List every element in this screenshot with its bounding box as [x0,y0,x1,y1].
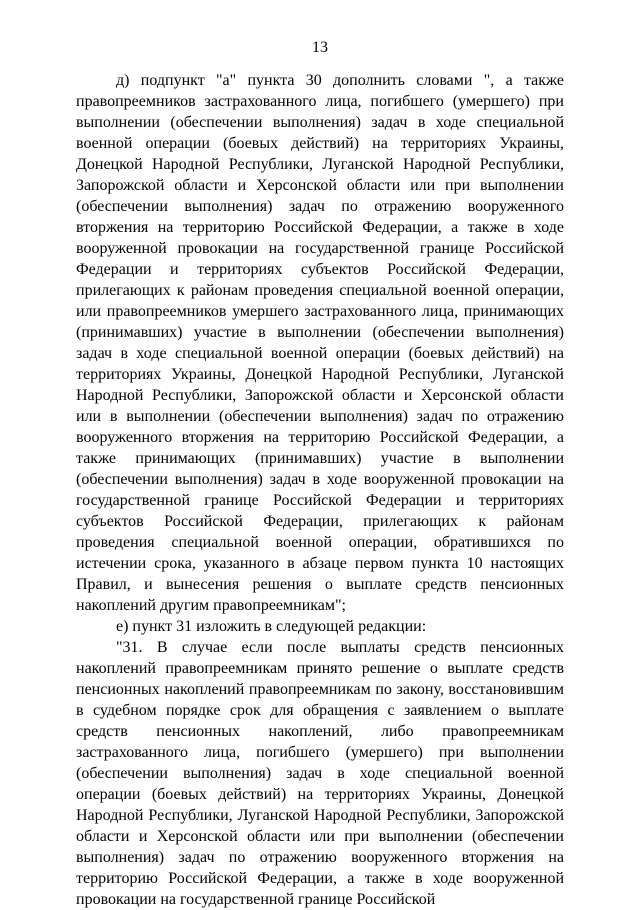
page-number: 13 [312,39,328,56]
paragraph-subitem-e: е) пункт 31 изложить в следующей редакции: [116,618,427,635]
document-body [76,70,564,910]
paragraph-subitem-d: д) подпункт "а" пункта 30 дополнить словами ", а также правопреемников застрахованного лица, погибшего (умершего) при выполнении (обеспечении выполнения) задач в ходе специальной военной операции (боевых действий) на территориях Украины, Донецкой Народной Республики, Луганской Народной Республики, Запорожской области и Херсонской области или при выполнении (обеспечении выполнения) задач по отражению вооруженного вторжения на территорию Российской Федерации, а также в ходе вооруженной провокации на государственной границе Российской Федерации и территориях субъектов Российской Федерации, прилегающих к районам проведения специальной военной операции, или правопреемников умершего застрахованного лица, принимающих (принимавших) участие в выполнении (обеспечении выполнения) задач в ходе специальной военной операции (боевых действий) на территориях Украины, Донецкой Народной Республики, Луганской Народной Республики, Запорожской области и Херсонской области или в выполнении (обеспечении выполнения) задач по отражению вооруженного вторжения на территорию Российской Федерации, а также принимающих (принимавших) участие в выполнении (обеспечении выполнения) задач в ходе вооруженной провокации на государственной границе Российской Федерации и территориях субъектов Российской Федерации, прилегающих к районам проведения специальной военной операции, обратившихся по истечении срока, указанного в абзаце первом пункта 10 настоящих Правил, и вынесения решения о выплате средств пенсионных накоплений другим правопреемникам"; [76,72,564,614]
paragraph-item-31: "31. В случае если после выплаты средств пенсионных накоплений правопреемникам принято решение о выплате средств пенсионных накоплений правопреемникам по закону, восстановившим в судебном порядке срок для обращения с заявлением о выплате средств пенсионных накоплений, либо правопреемникам застрахованного лица, погибшего (умершего) при выполнении (обеспечении выполнения) задач в ходе специальной военной операции (боевых действий) на территориях Украины, Донецкой Народной Республики, Луганской Народной Республики, Запорожской области и Херсонской области или при выполнении (обеспечении выполнения) задач по отражению вооруженного вторжения на территорию Российской Федерации, а также в ходе вооруженной провокации на государственной границе Российской [76,639,564,908]
